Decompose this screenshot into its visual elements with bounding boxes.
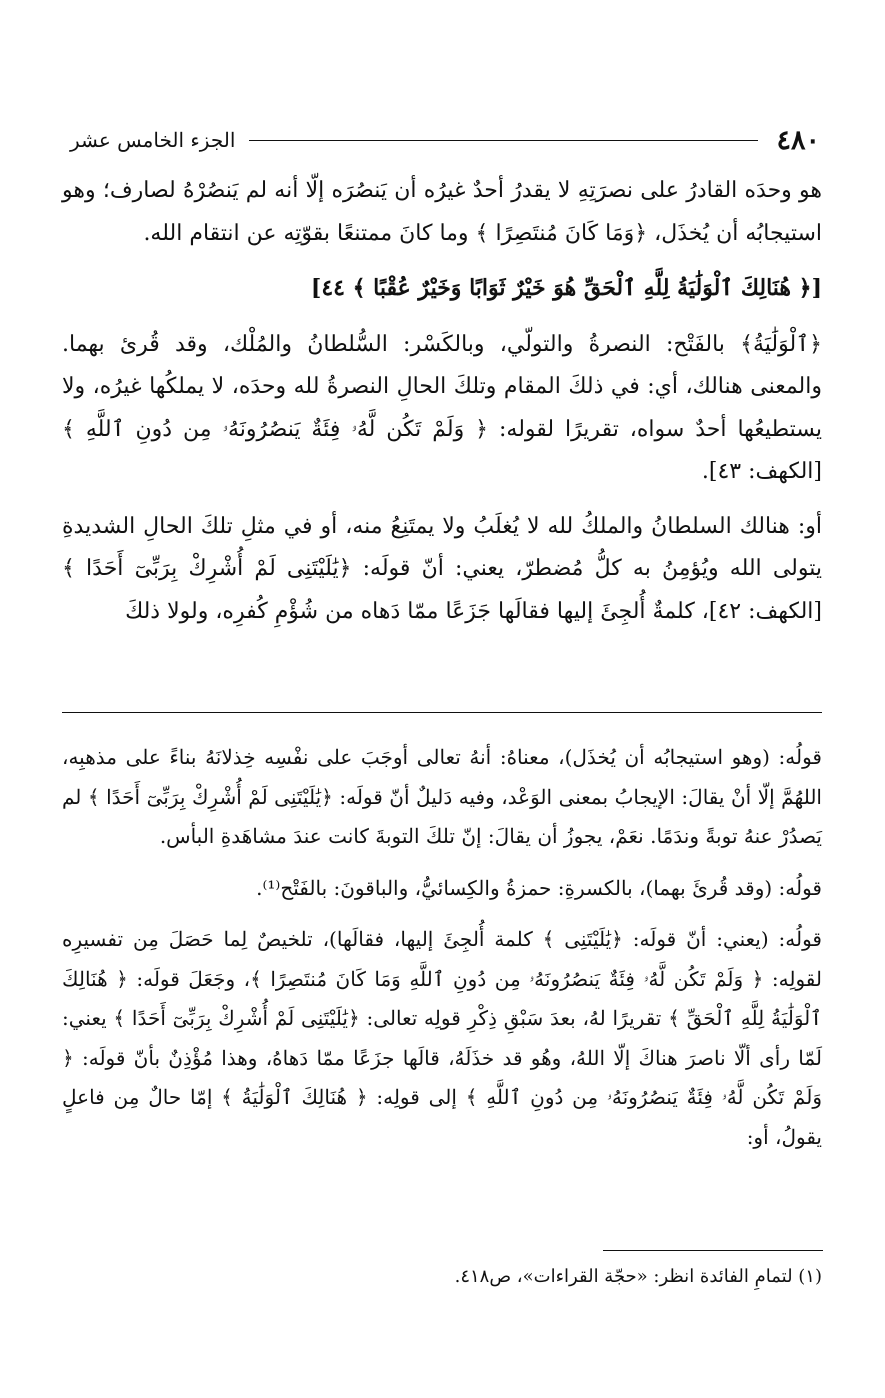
- main-text: [62, 170, 822, 633]
- commentary-separator: [62, 712, 822, 713]
- footnote-rule: [603, 1250, 823, 1251]
- main-paragraph: ﴿ٱلْوَلَٰيَةُ﴾ بالفَتْح: النصرةُ والتولّي، وبالكَسْر: السُّلطانُ والمُلْك، وقد قُرئ بهما. والمعنى هنالك، أي: في ذلكَ المقام وتلكَ الحالِ النصرةُ لله وحدَه، لا يملكُها غيرُه، ولا يستطيعُها أحدٌ سواه، تقريرًا لقوله: ﴿ وَلَمْ تَكُن لَّهُۥ فِئَةٌ يَنصُرُونَهُۥ مِن دُونِ ٱللَّهِ ﴾ [الكهف: ٤٣].: [62, 331, 822, 484]
- commentary-section: [62, 738, 822, 1157]
- running-title: الجزء الخامس عشر: [70, 128, 236, 152]
- page-number: ٤٨٠: [776, 124, 820, 156]
- main-paragraph: أو: هنالك السلطانُ والملكُ لله لا يُغلَبُ ولا يمتَنِعُ منه، أو في مثلِ تلكَ الحالِ الشديدةِ يتولى الله ويُؤمِنُ به كلُّ مُضطرّ، يعني: أنّ قولَه: ﴿يَٰلَيْتَنِى لَمْ أُشْرِكْ بِرَبِّىٓ أَحَدًا ﴾ [الكهف: ٤٢]، كلمةٌ أُلجِئَ إليها فقالَها جَزَعًا ممّا دَهاه من شُؤْمِ كُفرِه، ولولا ذلكَ: [62, 513, 822, 624]
- page-header: [70, 118, 820, 162]
- header-rule: [249, 140, 758, 141]
- commentary-paragraph: قولُه: (يعني: أنّ قولَه: ﴿يَٰلَيْتَنِى ﴾ كلمة أُلجِئَ إليها، فقالَها)، تلخيصٌ لِما حَصَلَ مِن تفسيرِه لقولِه: ﴿ وَلَمْ تَكُن لَّهُۥ فِئَةٌ يَنصُرُونَهُۥ مِن دُونِ ٱللَّهِ وَمَا كَانَ مُنتَصِرًا ﴾، وجَعَلَ قولَه: ﴿ هُنَالِكَ ٱلْوَلَٰيَةُ لِلَّهِ ٱلْحَقِّ ﴾ تقريرًا لهُ، بعدَ سَبْقِ ذِكْرِ قولِه تعالى: ﴿يَٰلَيْتَنِى لَمْ أُشْرِكْ بِرَبِّىٓ أَحَدًا ﴾ يعني: لَمّا رأى ألّا ناصرَ هناكَ إلّا اللهُ، وهُو قد خذَلَهُ، قالَها جزَعًا ممّا دَهاهُ، وهذا مُؤْذِنٌ بأنّ قولَه: ﴿ وَلَمْ تَكُن لَّهُۥ فِئَةٌ يَنصُرُونَهُۥ مِن دُونِ ٱللَّهِ ﴾ إلى قولِه: ﴿ هُنَالِكَ ٱلْوَلَٰيَةُ ﴾ إمّا حالٌ مِن فاعلٍ يقولُ، أو:: [62, 927, 822, 1149]
- footnote: (١) لتمامِ الفائدة انظر: «حجّة القراءات»، ص٤١٨.: [454, 1266, 822, 1287]
- quran-verse-heading: [﴿ هُنَالِكَ ٱلْوَلَٰيَةُ لِلَّهِ ٱلْحَقِّ هُوَ خَيْرٌ ثَوَابًا وَخَيْرٌ عُقْبًا ﴾ ٤٤]: [310, 275, 822, 301]
- commentary-paragraph: قولُه: (وهو استيجابُه أن يُخذَل)، معناهُ: أنهُ تعالى أوجَبَ على نفْسِه خِذلانَهُ بناءً على مذهبِه، اللهُمَّ إلّا أنْ يقالَ: الإيجابُ بمعنى الوَعْد، وفيه دَليلٌ أنّ قولَه: ﴿يَٰلَيْتَنِى لَمْ أُشْرِكْ بِرَبِّىٓ أَحَدًا ﴾ لم يَصدُرْ عنهُ توبةً وندَمًا. نعَمْ، يجوزُ أن يقالَ: إنّ تلكَ التوبةَ كانت عندَ مشاهَدةِ البأس.: [62, 745, 822, 848]
- main-paragraph: هو وحدَه القادرُ على نصرَتِهِ لا يقدرُ أحدٌ غيرُه أن يَنصُرَه إلّا أنه لم يَنصُرْهُ لصارف؛ وهو استيجابُه أن يُخذَل، ﴿وَمَا كَانَ مُنتَصِرًا ﴾ وما كانَ ممتنعًا بقوّتِه عن انتقام الله.: [62, 178, 822, 246]
- paragraph-gap: [62, 494, 822, 506]
- commentary-paragraph: قولُه: (وقد قُرئَ بهما)، بالكسرةِ: حمزةُ والكِسائيُّ، والباقونَ: بالفَتْح⁽¹⁾.: [256, 875, 822, 900]
